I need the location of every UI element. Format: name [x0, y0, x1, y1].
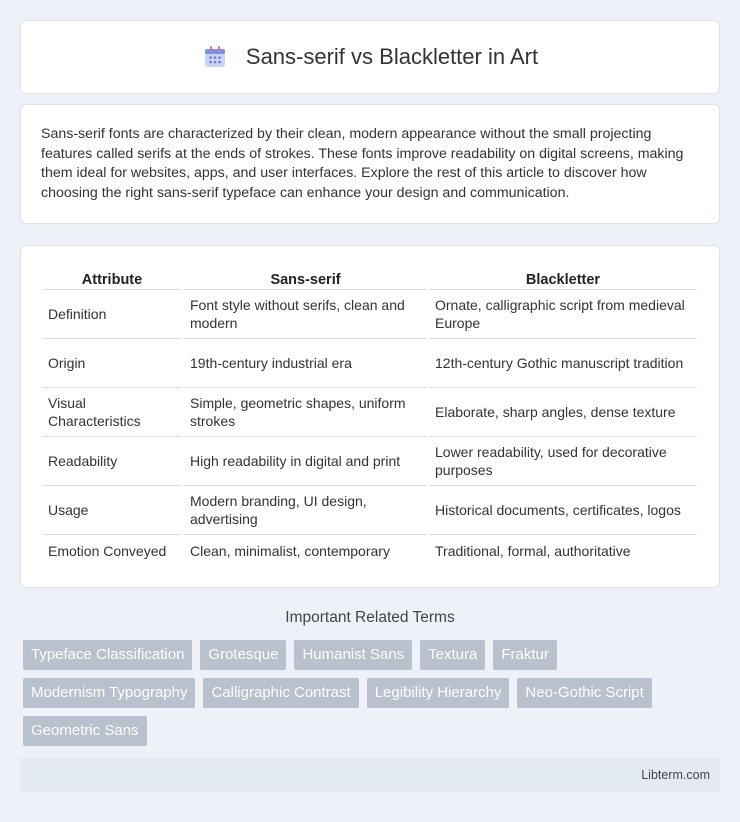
- related-term-tag[interactable]: Legibility Hierarchy: [367, 678, 510, 708]
- comparison-table: [40, 266, 699, 566]
- related-terms-tags: [23, 640, 713, 746]
- related-terms-title: Important Related Terms: [285, 609, 455, 626]
- table-cell: Emotion Conveyed: [48, 542, 167, 559]
- table-header-row: [42, 266, 697, 290]
- footer: [20, 758, 720, 792]
- related-term-tag[interactable]: Grotesque: [200, 640, 286, 670]
- table-cell: Clean, minimalist, contemporary: [190, 542, 390, 559]
- table-cell: Elaborate, sharp angles, dense texture: [429, 388, 697, 437]
- table-row: [42, 437, 697, 486]
- table-cell: Traditional, formal, authoritative: [435, 542, 631, 559]
- intro-paragraph: Sans-serif fonts are characterized by their clean, modern appearance without the small projecting features called serifs at the ends of strokes. These fonts improve readability on digital screens, making them ideal for websites, apps, and user interfaces. Explore the rest of this article to discover how choosing the right sans-serif typeface can enhance your design and communication.: [41, 126, 684, 201]
- column-header-sans-serif: Sans-serif: [184, 266, 427, 290]
- calendar-grid-icon: [202, 44, 228, 70]
- title-wrap: [202, 44, 538, 70]
- page-title: Sans-serif vs Blackletter in Art: [245, 44, 539, 69]
- related-term-tag[interactable]: Modernism Typography: [23, 678, 195, 708]
- intro-card: [20, 104, 720, 224]
- table-row: [42, 388, 697, 437]
- column-header-blackletter: Blackletter: [429, 266, 697, 290]
- table-cell: Simple, geometric shapes, uniform strokes: [184, 388, 427, 437]
- table-cell: Visual Characteristics: [42, 388, 182, 437]
- table-row: [42, 535, 697, 566]
- table-cell: Origin: [42, 339, 182, 388]
- footer-brand-link[interactable]: Libterm.com: [641, 768, 710, 782]
- table-cell: Modern branding, UI design, advertising: [184, 486, 427, 535]
- column-header-attribute: Attribute: [42, 266, 182, 290]
- table-cell: Usage: [42, 486, 182, 535]
- table-cell: Lower readability, used for decorative purposes: [429, 437, 697, 486]
- related-term-tag[interactable]: Neo-Gothic Script: [517, 678, 651, 708]
- table-cell: High readability in digital and print: [184, 437, 427, 486]
- related-term-tag[interactable]: Calligraphic Contrast: [203, 678, 358, 708]
- related-term-tag[interactable]: Geometric Sans: [23, 716, 147, 746]
- table-row: [42, 339, 697, 388]
- comparison-table-card: [20, 245, 720, 588]
- related-term-tag[interactable]: Typeface Classification: [23, 640, 192, 670]
- table-cell: Readability: [42, 437, 182, 486]
- table-cell: Font style without serifs, clean and modern: [184, 290, 427, 339]
- table-cell: Ornate, calligraphic script from medieval Europe: [429, 290, 697, 339]
- table-cell: Historical documents, certificates, logos: [429, 486, 697, 535]
- header-card: [20, 20, 720, 94]
- related-term-tag[interactable]: Fraktur: [493, 640, 557, 670]
- related-term-tag[interactable]: Textura: [420, 640, 485, 670]
- table-row: [42, 486, 697, 535]
- table-row: [42, 290, 697, 339]
- table-cell: 19th-century industrial era: [184, 339, 427, 388]
- related-term-tag[interactable]: Humanist Sans: [294, 640, 412, 670]
- table-cell: 12th-century Gothic manuscript tradition: [429, 339, 697, 388]
- table-cell: Definition: [42, 290, 182, 339]
